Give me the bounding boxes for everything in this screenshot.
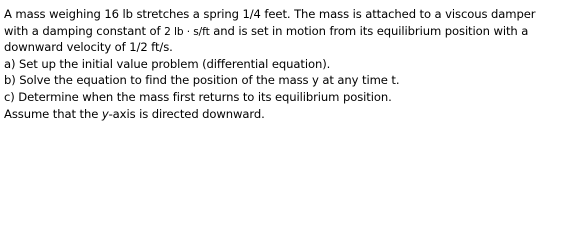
problem-intro-line-3: downward velocity of 1/2 ft/s. — [4, 40, 173, 55]
y-axis-variable: y — [101, 106, 109, 121]
problem-intro-line-2 — [4, 23, 566, 40]
damping-constant-value: 2 lb · s/ft — [164, 25, 210, 38]
assumption-end: -axis is directed downward. — [108, 106, 265, 121]
question-part-b: b) Solve the equation to find the position of the mass y at any time t. — [4, 73, 400, 88]
intro-line-2-end: and is set in motion from its equilibrium position with a — [209, 23, 529, 38]
intro-line-2-start: with a damping constant of — [4, 23, 165, 38]
assumption-note — [4, 106, 566, 123]
problem-intro-line-1: A mass weighing 16 lb stretches a spring 1/4 feet. The mass is attached to a viscous damper — [4, 7, 536, 21]
assumption-start: Assume that the — [4, 106, 102, 121]
question-part-c: c) Determine when the mass first returns to its equilibrium position. — [4, 89, 392, 104]
question-part-a: a) Set up the initial value problem (differential equation). — [4, 56, 331, 71]
